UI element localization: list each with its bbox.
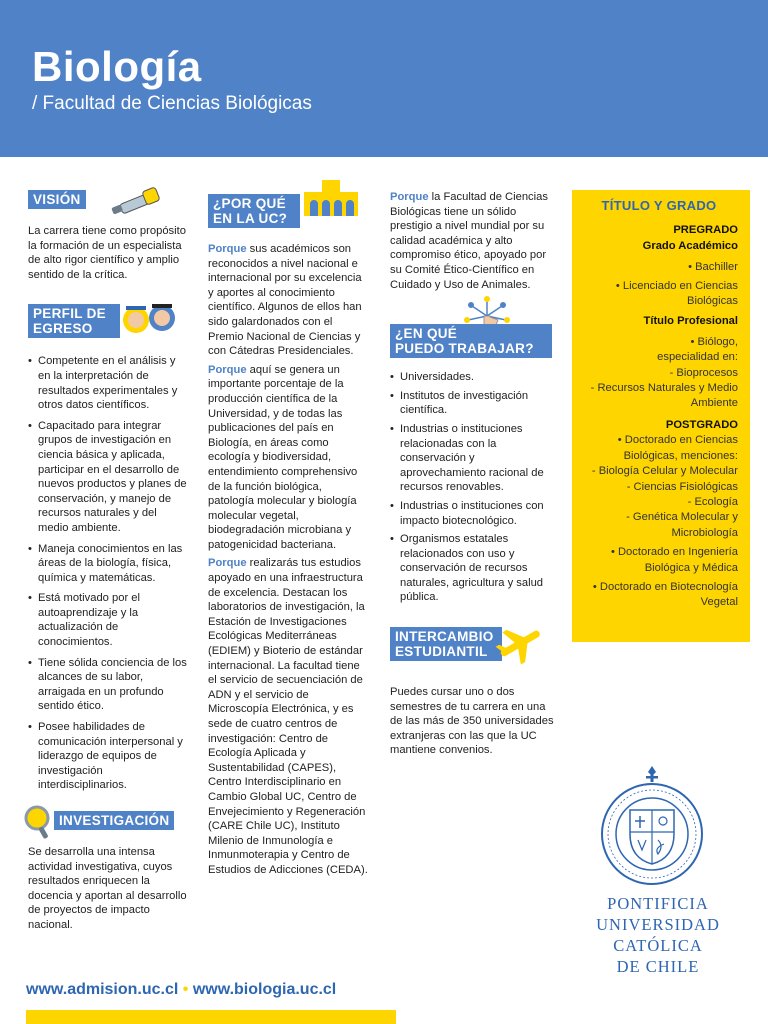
titulo-heading: TÍTULO Y GRADO bbox=[601, 198, 717, 213]
intercambio-label: INTERCAMBIO ESTUDIANTIL bbox=[390, 627, 502, 661]
page-subtitle: / Facultad de Ciencias Biológicas bbox=[32, 93, 312, 114]
uc-logo-text: PONTIFICIA UNIVERSIDAD CATÓLICA DE CHILE bbox=[596, 894, 720, 976]
magnifier-icon bbox=[22, 803, 56, 841]
list-item: - Recursos Naturales y Medio Ambiente bbox=[590, 382, 738, 410]
page-title: Biología bbox=[32, 43, 202, 90]
porque-p1: Porque sus académicos son reconocidos a nivel nacional e internacional por su excelencia y aportes al conocimiento científico. Algunos de ellos han sido galardonados con el Premio Nacional de Ciencias y con Cátedras Presidenciales. bbox=[208, 243, 362, 358]
list-item: - Genética Molecular y Microbiología bbox=[626, 511, 738, 539]
grado-academico-label: Grado Académico bbox=[642, 239, 738, 252]
list-item: • Doctorado en Ingeniería Biológica y Médica bbox=[610, 546, 738, 574]
list-item: • Doctorado en Ciencias Biológicas, menciones: bbox=[617, 434, 738, 462]
postgrado-label: POSTGRADO bbox=[665, 418, 738, 431]
uc-seal-icon bbox=[600, 760, 704, 888]
porque-p4: Porque la Facultad de Ciencias Biológicas tiene un sólido prestigio a nivel mundial por su calidad académica y alto compromiso ético, apoyado por su Comité Ético-Científico en Cuidado y Uso de Animales. bbox=[390, 191, 548, 291]
list-item: • Bachiller bbox=[688, 261, 738, 274]
porque-p2: Porque aquí se genera un importante porcentaje de la producción científica de la Universidad, y de todas las publicaciones del país en Biología, en áreas como ecología y biodiversidad, entendimiento comprehensivo de la función biológica, patología molecular y biología molecular vegetal, biodegradación microbiana y patogenicidad bacteriana. bbox=[208, 363, 358, 551]
list-item: • Biólogo, especialidad en: bbox=[657, 335, 738, 364]
vision-text: La carrera tiene como propósito la formación de un especialista de alto rigor científico y amplio sentido de la crítica. bbox=[28, 225, 186, 281]
column-left bbox=[28, 190, 188, 933]
list-item: • Doctorado en Biotecnología Vegetal bbox=[592, 580, 738, 609]
porque-p3: Porque realizarás tus estudios apoyado en una infraestructura de excelencia. Destacan los laboratorios de investigación, la Estación de Investigaciones Ecológicas Mediterráneas (EDIEM) y Bioterio de estándar internacional. La facultad tiene el servicio de secuenciación de ADN y el servicio de Microscopía Electrónica, y es sede de cuatro centros de investigación: Centro de Ecología Aplicada y Sustentabilidad (CAPES), Centro Interdisciplinario en Cambio Global UC, Centro de Envejecimiento y Regeneración (CARE Chile UC), Instituto Milenio de Inmunología e Inmunmoterapia y Centro de Estudios de Adicciones (CEDA). bbox=[208, 557, 368, 876]
list-item: • Industrias o instituciones relacionadas con la conservación y aprovechamiento racional de recursos renovables. bbox=[390, 422, 556, 495]
list-item: • Industrias o instituciones con impacto biotecnológico. bbox=[390, 499, 556, 528]
biologia-link[interactable]: www.biologia.uc.cl bbox=[192, 981, 337, 998]
list-item: • Capacitado para integrar grupos de investigación en ciencia básica y aplicada, participar en el desarrollo de nuevos productos y planes de conservación, y manejo de recursos naturales y del medio ambiente. bbox=[28, 419, 188, 536]
telescope-icon bbox=[110, 184, 166, 218]
titulo-grado-box bbox=[572, 190, 750, 642]
titulo-profesional-label: Título Profesional bbox=[643, 315, 738, 328]
list-item: - Biología Celular y Molecular bbox=[591, 465, 738, 478]
list-item: - Ciencias Fisiológicas bbox=[626, 480, 738, 493]
trabajo-list bbox=[390, 370, 556, 605]
list-item: • Organismos estatales relacionados con uso y conservación de recursos naturales, agricultura y salud pública. bbox=[390, 532, 556, 605]
vision-label: VISIÓN bbox=[28, 190, 86, 209]
porque-label: ¿POR QUÉ EN LA UC? bbox=[208, 194, 300, 228]
list-item: • Maneja conocimientos en las áreas de la biología, física, química y matemáticas. bbox=[28, 542, 188, 586]
graduates-icon bbox=[116, 298, 182, 338]
list-item: • Competente en el análisis y en la interpretación de resultados experimentales y otros datos científicos. bbox=[28, 354, 188, 412]
footer-separator: • bbox=[178, 981, 193, 998]
list-item: • Tiene sólida conciencia de los alcances de su labor, arraigada en un profundo sentido ético. bbox=[28, 656, 188, 714]
investigacion-label: INVESTIGACIÓN bbox=[54, 811, 174, 830]
list-item: • Posee habilidades de comunicación interpersonal y liderazgo de equipos de investigación interdisciplinarios. bbox=[28, 720, 188, 793]
admision-link[interactable]: www.admision.uc.cl bbox=[26, 981, 179, 998]
list-item: • Licenciado en Ciencias Biológicas bbox=[615, 279, 738, 308]
list-item: - Bioprocesos bbox=[669, 366, 738, 379]
airplane-icon bbox=[494, 621, 546, 665]
perfil-list bbox=[28, 354, 188, 793]
trabajo-label: ¿EN QUÉ PUEDO TRABAJAR? bbox=[390, 324, 552, 358]
investigacion-text: Se desarrolla una intensa actividad investigativa, cuyos resultados enriquecen la docencia y aportan al desarrollo de proyectos de impacto nacional. bbox=[28, 846, 187, 931]
column-right bbox=[390, 190, 556, 758]
perfil-label: PERFIL DE EGRESO bbox=[28, 304, 120, 338]
building-icon bbox=[302, 178, 360, 218]
list-item: • Institutos de investigación científica. bbox=[390, 389, 556, 418]
column-middle bbox=[208, 180, 368, 878]
list-item: • Universidades. bbox=[390, 370, 556, 385]
footer-yellow-bar bbox=[26, 1010, 396, 1024]
list-item: - Ecología bbox=[687, 495, 738, 508]
list-item: • Está motivado por el autoaprendizaje y la actualización de conocimientos. bbox=[28, 591, 188, 649]
footer-links bbox=[26, 981, 336, 999]
pregrado-label: PREGRADO bbox=[673, 224, 738, 237]
header-banner bbox=[0, 0, 768, 157]
intercambio-text: Puedes cursar uno o dos semestres de tu carrera en una de las más de 350 universidades extranjeras con las que la UC mantiene convenios. bbox=[390, 686, 554, 757]
